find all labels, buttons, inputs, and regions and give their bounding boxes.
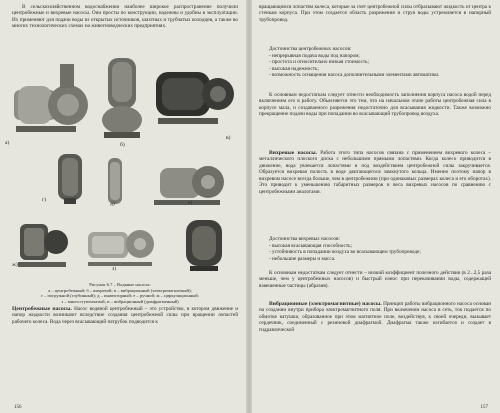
left-page xyxy=(0,0,247,413)
figure-label-b: б) xyxy=(120,142,125,148)
right-page xyxy=(251,0,500,413)
list-item: - высокая всасывающая способность; xyxy=(269,243,352,249)
caption-line-3: з – многоступенчатый; и – вибрационный (диафрагменный) xyxy=(61,298,179,304)
right-page-number: 157 xyxy=(480,405,488,410)
list-item: - устойчивость в попадании воздуха во всасывающем трубопроводе; xyxy=(269,249,421,256)
centrifugal-section xyxy=(12,306,238,325)
intro-paragraph: В сельскохозяйственном водоснабжении наиболее широкое распространение получили центробежные и вихревые насосы. Они просты по конструкции, надежны и удобны в эксплуатации. Их применяют для подачи воды из открытых источников, шахтных и трубчатых колодцев, а также во многих технологических схемах на животноводческих предприятиях. xyxy=(12,4,238,30)
caption-line-2: г – погружной (глубинный); д – инжекторный; е – ручной; ж – циркуляционный; xyxy=(41,293,199,299)
centrifugal-advantages-list xyxy=(269,53,491,79)
figure-label-v: в) xyxy=(226,135,231,141)
circulation-pump-photo xyxy=(14,214,72,272)
vortex-advantages-title: Достоинства вихревых насосов: xyxy=(269,236,340,242)
right-para-3: К основным недостаткам следует отнести – низкий коэффициент полезного действия (в 2...2,5 раза меньше, чем у центробежных насосов) и быстрый износ при перекачивании воды, содержащей взвешенные частицы (абразив). xyxy=(259,270,491,289)
list-item: - простота и относительно низкая стоимость; xyxy=(269,59,369,66)
list-item: - высокая надежность; xyxy=(269,65,319,72)
list-item: - возможность оснащения насоса дополнительными элементами автоматики. xyxy=(269,72,440,79)
centrifugal-pump-photo xyxy=(10,50,90,140)
centrifugal-text: Насос водяной центробежный – это устройство, в котором движение и напор жидкости возникают вследствие создания центробежной силы при вращении лопастей рабочего колеса. Вода через всасывающий патрубок подводится к xyxy=(12,306,239,325)
figure-label-zh: ж) xyxy=(12,262,18,268)
multistage-pump-photo xyxy=(84,218,162,270)
vibration-section xyxy=(259,301,491,333)
vortex-advantages-list xyxy=(269,243,491,262)
figure-label-a: а) xyxy=(5,140,10,146)
injector-pump-photo xyxy=(100,156,130,206)
caption-title: Рисунок 6.7 – Водяные насосы: xyxy=(89,282,151,287)
list-item: - непрерывная подача воды под напором; xyxy=(269,53,360,59)
caption-line-1: а – центробежный; б – вихревой; в – вибрационный (электромагнитный); xyxy=(48,287,192,293)
figure-label-z: з) xyxy=(112,266,117,272)
vortex-heading: Вихревые насосы. xyxy=(269,150,318,156)
submersible-pump-photo xyxy=(50,150,90,206)
centrifugal-heading: Центробежные насосы. xyxy=(12,306,72,312)
vortex-section xyxy=(259,150,491,195)
vortex-text: Работа этого типа насосов связана с применением вихревого колеса – металлического плоского диска с небольшими прямыми лопастями. Когда колесо приводится в движение, вода увлекается лопастями и под воздействием центробежной силы закручивается. Образуется вихревая полость в воде двигающегося замкнутого кольца. Именно поэтому напор в вихревом насосе всегда больше, чем в центробежном (при одинаковых размерах колеса и его оборотах). Это приводит к уменьшению габаритных размеров и веса вихревых насосов по сравнению с центробежными аналогами. xyxy=(259,150,492,195)
list-item: - небольшие размеры и масса. xyxy=(269,255,336,262)
vibration-text: Принцип работы вибрационного насоса основан на создании внутри прибора электромагнитного поля. При включении насоса в сеть, ток подается по обмотке катушки, образованное при этом магнитное поле, воздействуя, к своей очереди, вызывает сердечник, соединенный с резиновой диафрагмой. Диафрагма также изгибается и создает в гидравлической xyxy=(259,301,492,333)
vibration-heading: Вибрационные (электромагнитные) насосы. xyxy=(269,301,382,307)
figure-label-d: д) xyxy=(110,201,115,207)
left-page-number: 156 xyxy=(14,405,22,410)
figure-label-e: е) xyxy=(188,200,193,206)
right-para-2: К основным недостаткам следует отнести необходимость заполнения корпуса насоса водой перед включением его в работу. Объясняется это тем, что на начальном этапе работы центробежная сила в корпусе мала, и создаваемого разрежения недостаточно для всасывания жидкости. Также возможно прекращение подачи воды при попадании во всасывающий трубопровод воздуха. xyxy=(259,92,491,118)
figure-caption xyxy=(20,282,220,304)
vibration-pump-photo xyxy=(150,52,238,136)
figure-label-g: г) xyxy=(42,197,47,203)
centrifugal-advantages-title: Достоинства центробежных насосов: xyxy=(269,46,352,52)
right-para-1: вращающимся лопастям колеса, которые за счет центробежной силы отбрасывают жидкость от центра к стенкам корпуса. При этом создается область разрежения и струя воды устремляется в напорный трубопровод. xyxy=(259,4,491,23)
diaphragm-pump-photo xyxy=(176,214,232,274)
vortex-pump-photo xyxy=(98,52,146,142)
